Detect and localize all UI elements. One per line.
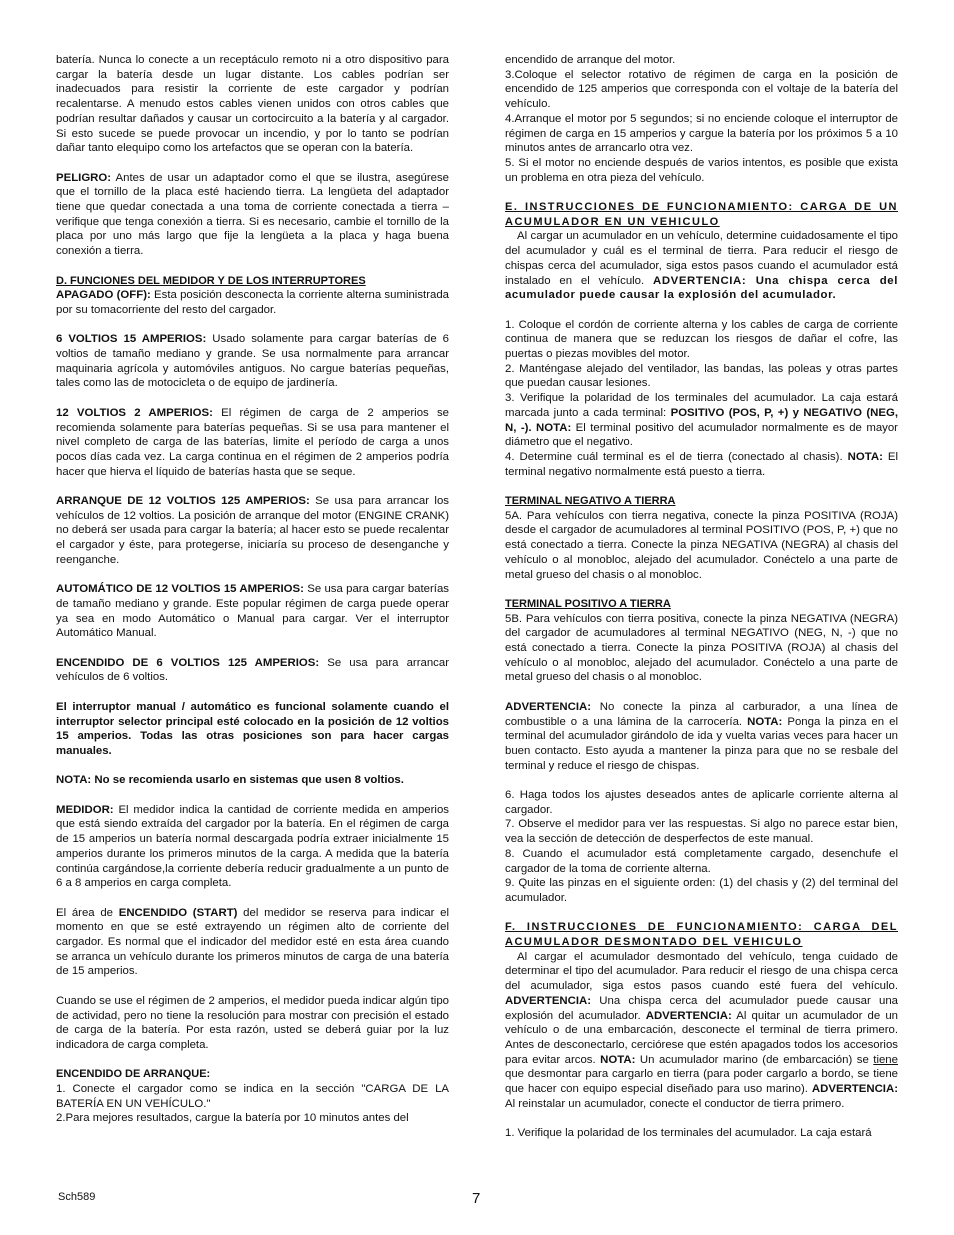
- section-f-intro: [505, 950, 898, 1112]
- 6v-125a-text: Se usa para arrancar vehículos de 6 voltios.: [56, 656, 449, 684]
- positive-ground-title: TERMINAL POSITIVO A TIERRA: [505, 597, 671, 610]
- crank-title: ENCENDIDO DE ARRANQUE:: [56, 1068, 211, 1081]
- clamp-warning-label: ADVERTENCIA:: [505, 700, 592, 713]
- positive-ground-text: 5B. Para vehículos con tierra positiva, conecte la pinza NEGATIVA (NEGRA) del cargador de acumuladores al terminal NEGATIVO (NEG, N, -) que no está conectado a tierra. Conecte la pinza POSITIVA (ROJA) al chasis del vehículo o al monobloc, alejado del acumulador. Conéctelo a una parte de metal grueso del chasis o al monobloc.: [505, 612, 898, 684]
- 12v-2a-label: 12 VOLTIOS 2 AMPERIOS:: [56, 406, 213, 419]
- start-area-paragraph: [56, 906, 449, 980]
- negative-ground-heading: [505, 494, 898, 509]
- off-paragraph: [56, 288, 449, 317]
- e4-post: El terminal negativo normalmente está puesto a tierra.: [505, 450, 899, 478]
- crank-step-3: 3.Coloque el selector rotativo de régimen de carga en la posición de encendido de 125 amperios que corresponda con el voltaje de la batería del vehículo.: [505, 68, 898, 111]
- e3-pre: 3. Verifique la polaridad de los terminales del acumulador. La caja estará marcada junto a cada terminal:: [505, 392, 898, 419]
- section-e-heading: [505, 200, 898, 229]
- crank-step-4: 4.Arranque el motor por 5 segundos; si no enciende coloque el interruptor de régimen de carga en 15 amperios y cargue la batería por los próximos 5 a 10 minutos antes de arrancarlo otra vez.: [505, 112, 898, 155]
- manual-auto-note: El interruptor manual / automático es funcional solamente cuando el interruptor selector principal esté colocado en la posición de 12 voltios 15 amperios. Todas las otras posiciones son para hacer cargas manuales.: [56, 700, 449, 757]
- e3-post: El terminal positivo del acumulador normalmente es de mayor diámetro que el negativo.: [505, 421, 898, 449]
- start-label: ENCENDIDO (START): [118, 906, 238, 919]
- e-step-9: 9. Quite las pinzas en el siguiente orden: (1) del chasis y (2) del terminal del acumulador.: [505, 877, 898, 904]
- section-d-title: D. FUNCIONES DEL MEDIDOR Y DE LOS INTERRUPTORES: [56, 274, 366, 287]
- danger-text: Antes de usar un adaptador como el que se ilustra, asegúrese que el tornillo de la placa esté haciendo tierra. La lengüeta del adaptador tiene que quedar conectada a una toma de corriente conectada a tierra – verifique que tenga conexión a tierra. Si es necesario, cambie el tornillo de la placa por uno más largo que fije la lengüeta a la placa y haga buena conexión a tierra.: [56, 171, 449, 258]
- e4-pre: 4. Determine cuál terminal es el de tierra (conectado al chasis).: [505, 450, 848, 463]
- crank-step-2: 2.Para mejores resultados, cargue la batería por 10 minutos antes del: [56, 1112, 409, 1125]
- f-warning-3: ADVERTENCIA:: [811, 1083, 898, 1096]
- battery-remote-paragraph: batería. Nunca lo conecte a un receptáculo remoto ni a otro dispositivo para cargar la batería desde un lugar distante. Los cables podrían ser inadecuados para resistir la corriente de este cargador y podrían recalentarse. A menudo estos cables vienen unidos con otros cables que podrían resultar dañados y causar un cortocircuito a la batería y al cargador. Si esto sucede se puede provocar un incendio, y por lo tanto se podrían dañar tanto elequipo como los artefactos que se operan con la batería.: [56, 54, 449, 155]
- crank-step-1: 1. Conecte el cargador como se indica en la sección "CARGA DE LA BATERÍA EN UN VEHÍCULO.": [56, 1083, 449, 1110]
- 12v-125a-label: ARRANQUE DE 12 VOLTIOS 125 AMPERIOS:: [56, 495, 310, 508]
- 12v-125a-paragraph: [56, 494, 449, 568]
- positive-ground-heading: [505, 597, 898, 612]
- start-pre: El área de: [56, 906, 119, 919]
- f-text-5: que desmontar para cargarlo en tierra (para poder cargarlo a bordo, se tiene que hacer con equipo especial diseñado para uso marino).: [505, 1068, 898, 1096]
- 6v-15a-text: Usado solamente para cargar baterías de 6 voltios de tamaño mediano y grande. Se usa normalmente para arrancar maquinaria agrícola y automóviles antiguos. No cargue baterías pequeñas, tales como las de motocicleta o de equipo de jardinería.: [56, 333, 449, 390]
- negative-ground-text: 5A. Para vehículos con tierra negativa, conecte la pinza POSITIVA (ROJA) desde el cargador de acumuladores al terminal POSITIVO (POS, P, +) que no está conectado a tierra. Conecte la pinza NEGATIVA (NEGRA) al chasis del vehículo o al monobloc, alejado del acumulador. Conéctelo a una parte de metal grueso del chasis o al monobloc.: [505, 509, 898, 581]
- section-e-intro: [505, 229, 898, 303]
- e-step-2: 2. Manténgase alejado del ventilador, las bandas, las poleas y otras partes que puedan causar lesiones.: [505, 362, 898, 390]
- 12v-125a-text: Se usa para arrancar los vehículos de 12 voltios. La posición de arranque del motor (ENGINE CRANK) no deberá ser usada para cargar la batería; al hacer esto se puede recalentar el cargador y éste, para protegerse, iniciaría su proceso de desenganche y reenganche.: [56, 495, 449, 566]
- section-d-heading: [56, 274, 449, 289]
- 12v-2a-paragraph: [56, 406, 449, 480]
- section-f-heading: [505, 920, 898, 949]
- e-step-4: [505, 450, 898, 479]
- auto-12v-15a-paragraph: [56, 582, 449, 641]
- off-text: Esta posición desconecta la corriente alterna suministrada por su tomacorriente del resto del cargador.: [56, 289, 449, 316]
- off-label: APAGADO (OFF):: [56, 289, 151, 302]
- e-step-1: 1. Coloque el cordón de corriente alterna y los cables de carga de corriente continua de manera que se reduzcan los riesgos de dañar el cofre, las puertas o piezas movibles del motor.: [505, 318, 898, 361]
- e-warning: ADVERTENCIA: Una chispa cerca del acumulador puede causar la explosión del acumulador.: [505, 274, 898, 302]
- two-amp-paragraph: Cuando se use el régimen de 2 amperios, el medidor pueda indicar algún tipo de actividad, pero no tiene la resolución para mostrar con precisión el estado de carga de la batería. Por esta razón, usted se deberá guiar por la luz indicadora de carga completa.: [56, 994, 449, 1051]
- left-column: [56, 53, 449, 1126]
- negative-ground-title: TERMINAL NEGATIVO A TIERRA: [505, 495, 676, 508]
- e3-bold: POSITIVO (POS, P, +) y NEGATIVO (NEG, N, -). NOTA:: [505, 406, 898, 434]
- crank-step-5: 5. Si el motor no enciende después de varios intentos, es posible que exista un problema en otra pieza del vehículo.: [505, 156, 898, 184]
- page-number: 7: [472, 1190, 481, 1207]
- f-nota: NOTA:: [600, 1053, 636, 1066]
- clamp-warning-text-1: No conecte la pinza al carburador, a una línea de combustible o a una lámina de la carrocería.: [505, 700, 898, 728]
- danger-label: PELIGRO:: [56, 171, 112, 184]
- clamp-warning-paragraph: [505, 700, 898, 774]
- e4-bold: NOTA:: [847, 450, 883, 463]
- e-step-7: 7. Observe el medidor para ver las respuestas. Si algo no parece estar bien, vea la sección de detección de desperfectos de este manual.: [505, 818, 898, 846]
- section-e-title: E. INSTRUCCIONES DE FUNCIONAMIENTO: CARGA DE UN ACUMULADOR EN UN VEHICULO: [505, 201, 898, 228]
- right-column: [505, 53, 898, 1141]
- f-step-1: 1. Verifique la polaridad de los terminales del acumulador. La caja estará: [505, 1127, 872, 1140]
- f-tiene: tiene: [873, 1053, 898, 1066]
- start-text: del medidor se reserva para indicar el momento en que se esté extrayendo un régimen alto de corriente del cargador. Es normal que el indicador del medidor esté en esta área cuando se arranca un vehículo durante los primeros minutos de carga de una batería de 15 amperios.: [56, 906, 449, 978]
- f-text-2: Una chispa cerca del acumulador puede causar una explosión del acumulador.: [505, 994, 898, 1022]
- 6v-15a-label: 6 VOLTIOS 15 AMPERIOS:: [56, 333, 207, 346]
- danger-paragraph: [56, 171, 449, 259]
- 6v-125a-paragraph: [56, 656, 449, 685]
- auto-12v-15a-label: AUTOMÁTICO DE 12 VOLTIOS 15 AMPERIOS:: [56, 583, 304, 596]
- meter-label: MEDIDOR:: [56, 803, 114, 816]
- 8-volt-note: NOTA: No se recomienda usarlo en sistemas que usen 8 voltios.: [56, 774, 404, 787]
- e-intro-text: Al cargar un acumulador en un vehículo, determine cuidadosamente el tipo del acumulador y cuál es el terminal de tierra. Para reducir el riesgo de chispas cerca del acumulador, siga estos pasos cuando el acumulador está instalado en el vehículo.: [505, 230, 898, 287]
- f-text-6: Al reinstalar un acumulador, conecte el conductor de tierra primero.: [505, 1097, 845, 1110]
- f-text-3: Al quitar un acumulador de un vehículo o de una embarcación, desconecte el terminal de tierra primero. Antes de desconectarlo, cerciórese que estén apagados todos los accesorios para evitar arcos.: [505, 1009, 898, 1066]
- clamp-warning-text-2: Ponga la pinza en el terminal del acumulador girándolo de ida y vuelta varias veces para hacer un buen contacto. Esto ayuda a mantener la pinza para que no se resbale del terminal y reduce el riesgo de chispas.: [505, 715, 898, 772]
- f-text-4: Un acumulador marino (de embarcación) se: [635, 1053, 874, 1066]
- 12v-2a-text: El régimen de carga de 2 amperios se recomienda solamente para baterías pequeñas. Si se usa para mantener el nivel completo de carga de las baterías, limite el período de carga a unos pocos días cada vez. La carga continua en el régimen de 2 amperios podría hacer que hierva el líquido de baterías hasta que se seque.: [56, 406, 449, 478]
- 6v-125a-label: ENCENDIDO DE 6 VOLTIOS 125 AMPERIOS:: [56, 656, 320, 669]
- crank-heading: [56, 1067, 449, 1082]
- auto-12v-15a-text: Se usa para cargar baterías de tamaño mediano y grande. Este popular régimen de carga puede operar ya sea en modo Automático o Manual para cargar. Ver el interruptor Automático Manual.: [56, 583, 449, 640]
- crank-step-2-cont: encendido de arranque del motor.: [505, 54, 676, 66]
- meter-text: El medidor indica la cantidad de corriente medida en amperios que está siendo extraída del cargador por la batería. En el régimen de carga de 15 amperios un batería normal descargada podría extraer inicialmente 15 amperios durante los primeros minutos de la carga. A medida que la batería continúa cargándose,la corriente debería reducir gradualmente a un punto de 6 a 8 amperios en carga completa.: [56, 803, 449, 890]
- model-number: Sch589: [58, 1191, 96, 1203]
- f-warning-2: ADVERTENCIA:: [645, 1009, 732, 1022]
- f-warning-1: ADVERTENCIA:: [505, 994, 592, 1007]
- meter-paragraph: [56, 803, 449, 891]
- f-text-1: Al cargar el acumulador desmontado del vehículo, tenga cuidado de determinar el tipo del acumulador. Para reducir el riesgo de una chispa cerca del acumulador, siga estos pasos cuando esté fuera del vehículo.: [505, 950, 898, 993]
- e-step-6: 6. Haga todos los ajustes deseados antes de aplicarle corriente alterna al cargador.: [505, 789, 898, 816]
- section-f-title: F. INSTRUCCIONES DE FUNCIONAMIENTO: CARGA DEL ACUMULADOR DESMONTADO DEL VEHICULO: [505, 921, 898, 949]
- 6v-15a-paragraph: [56, 332, 449, 391]
- e-step-3: [505, 391, 898, 450]
- clamp-nota-label: NOTA:: [747, 715, 783, 728]
- e-step-8: 8. Cuando el acumulador está completamente cargado, desenchufe el cargador de la toma de corriente alterna.: [505, 847, 898, 875]
